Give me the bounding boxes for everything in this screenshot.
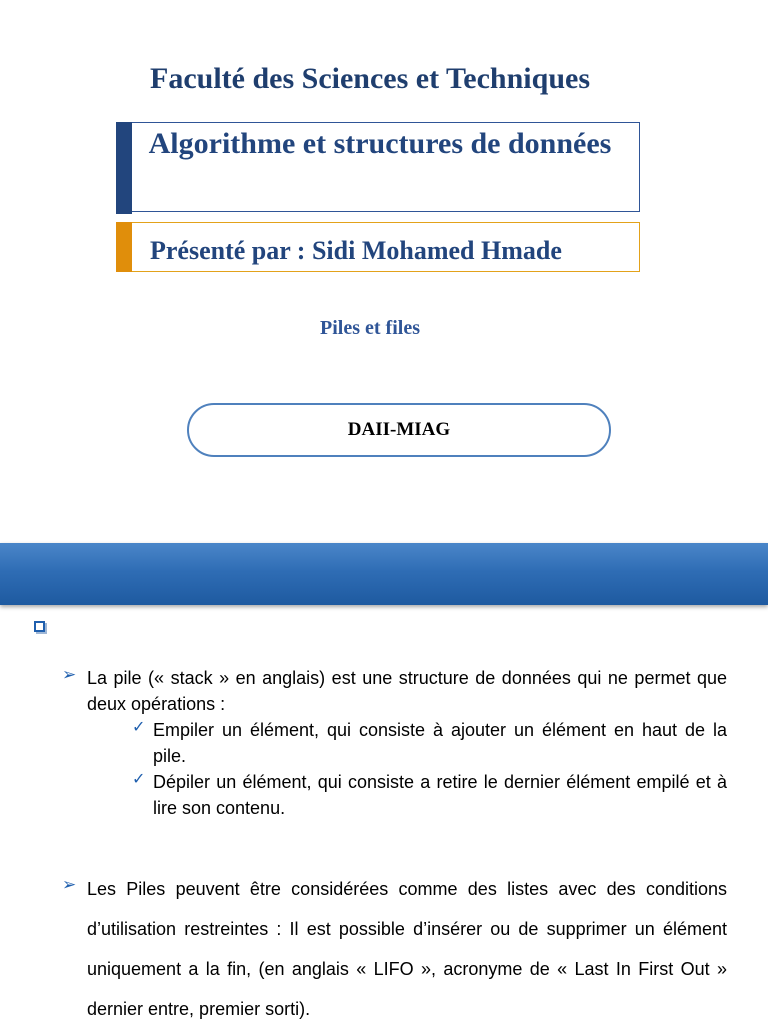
bullet-lifo-description: Les Piles peuvent être considérées comme des listes avec des conditions d’utilisation restreintes : Il est possible d’insérer ou de supprimer un élément uniquement a la fin, (en anglais « LIFO », acronyme de « Last In First Out » dernier entre, premier sorti).: [87, 879, 727, 1019]
slide-subtitle: Piles et files: [320, 317, 420, 339]
presenter-accent-bar: [116, 222, 132, 272]
program-badge: [187, 403, 611, 457]
checkmark-icon: ✓: [132, 769, 146, 788]
checkmark-icon: ✓: [132, 717, 146, 736]
square-bullet-icon: [34, 621, 45, 632]
program-label: DAII-MIAG: [347, 419, 451, 440]
sub-bullet-pop: Dépiler un élément, qui consiste a retire le dernier élément empilé et à lire son contenu.: [153, 772, 727, 818]
arrow-bullet-icon: ➢: [62, 665, 77, 685]
arrow-bullet-icon: ➢: [62, 875, 77, 895]
course-title: Algorithme et structures de données: [148, 127, 612, 160]
slide-header-banner: [0, 543, 768, 605]
sub-bullet-push: Empiler un élément, qui consiste à ajouter un élément en haut de la pile.: [153, 720, 727, 766]
faculty-title: Faculté des Sciences et Techniques: [150, 62, 590, 95]
presenter-name: Présenté par : Sidi Mohamed Hmade: [150, 236, 562, 265]
bullet-stack-definition: La pile (« stack » en anglais) est une structure de données qui ne permet que deux opérations :: [87, 668, 727, 714]
course-title-accent-bar: [116, 122, 132, 214]
